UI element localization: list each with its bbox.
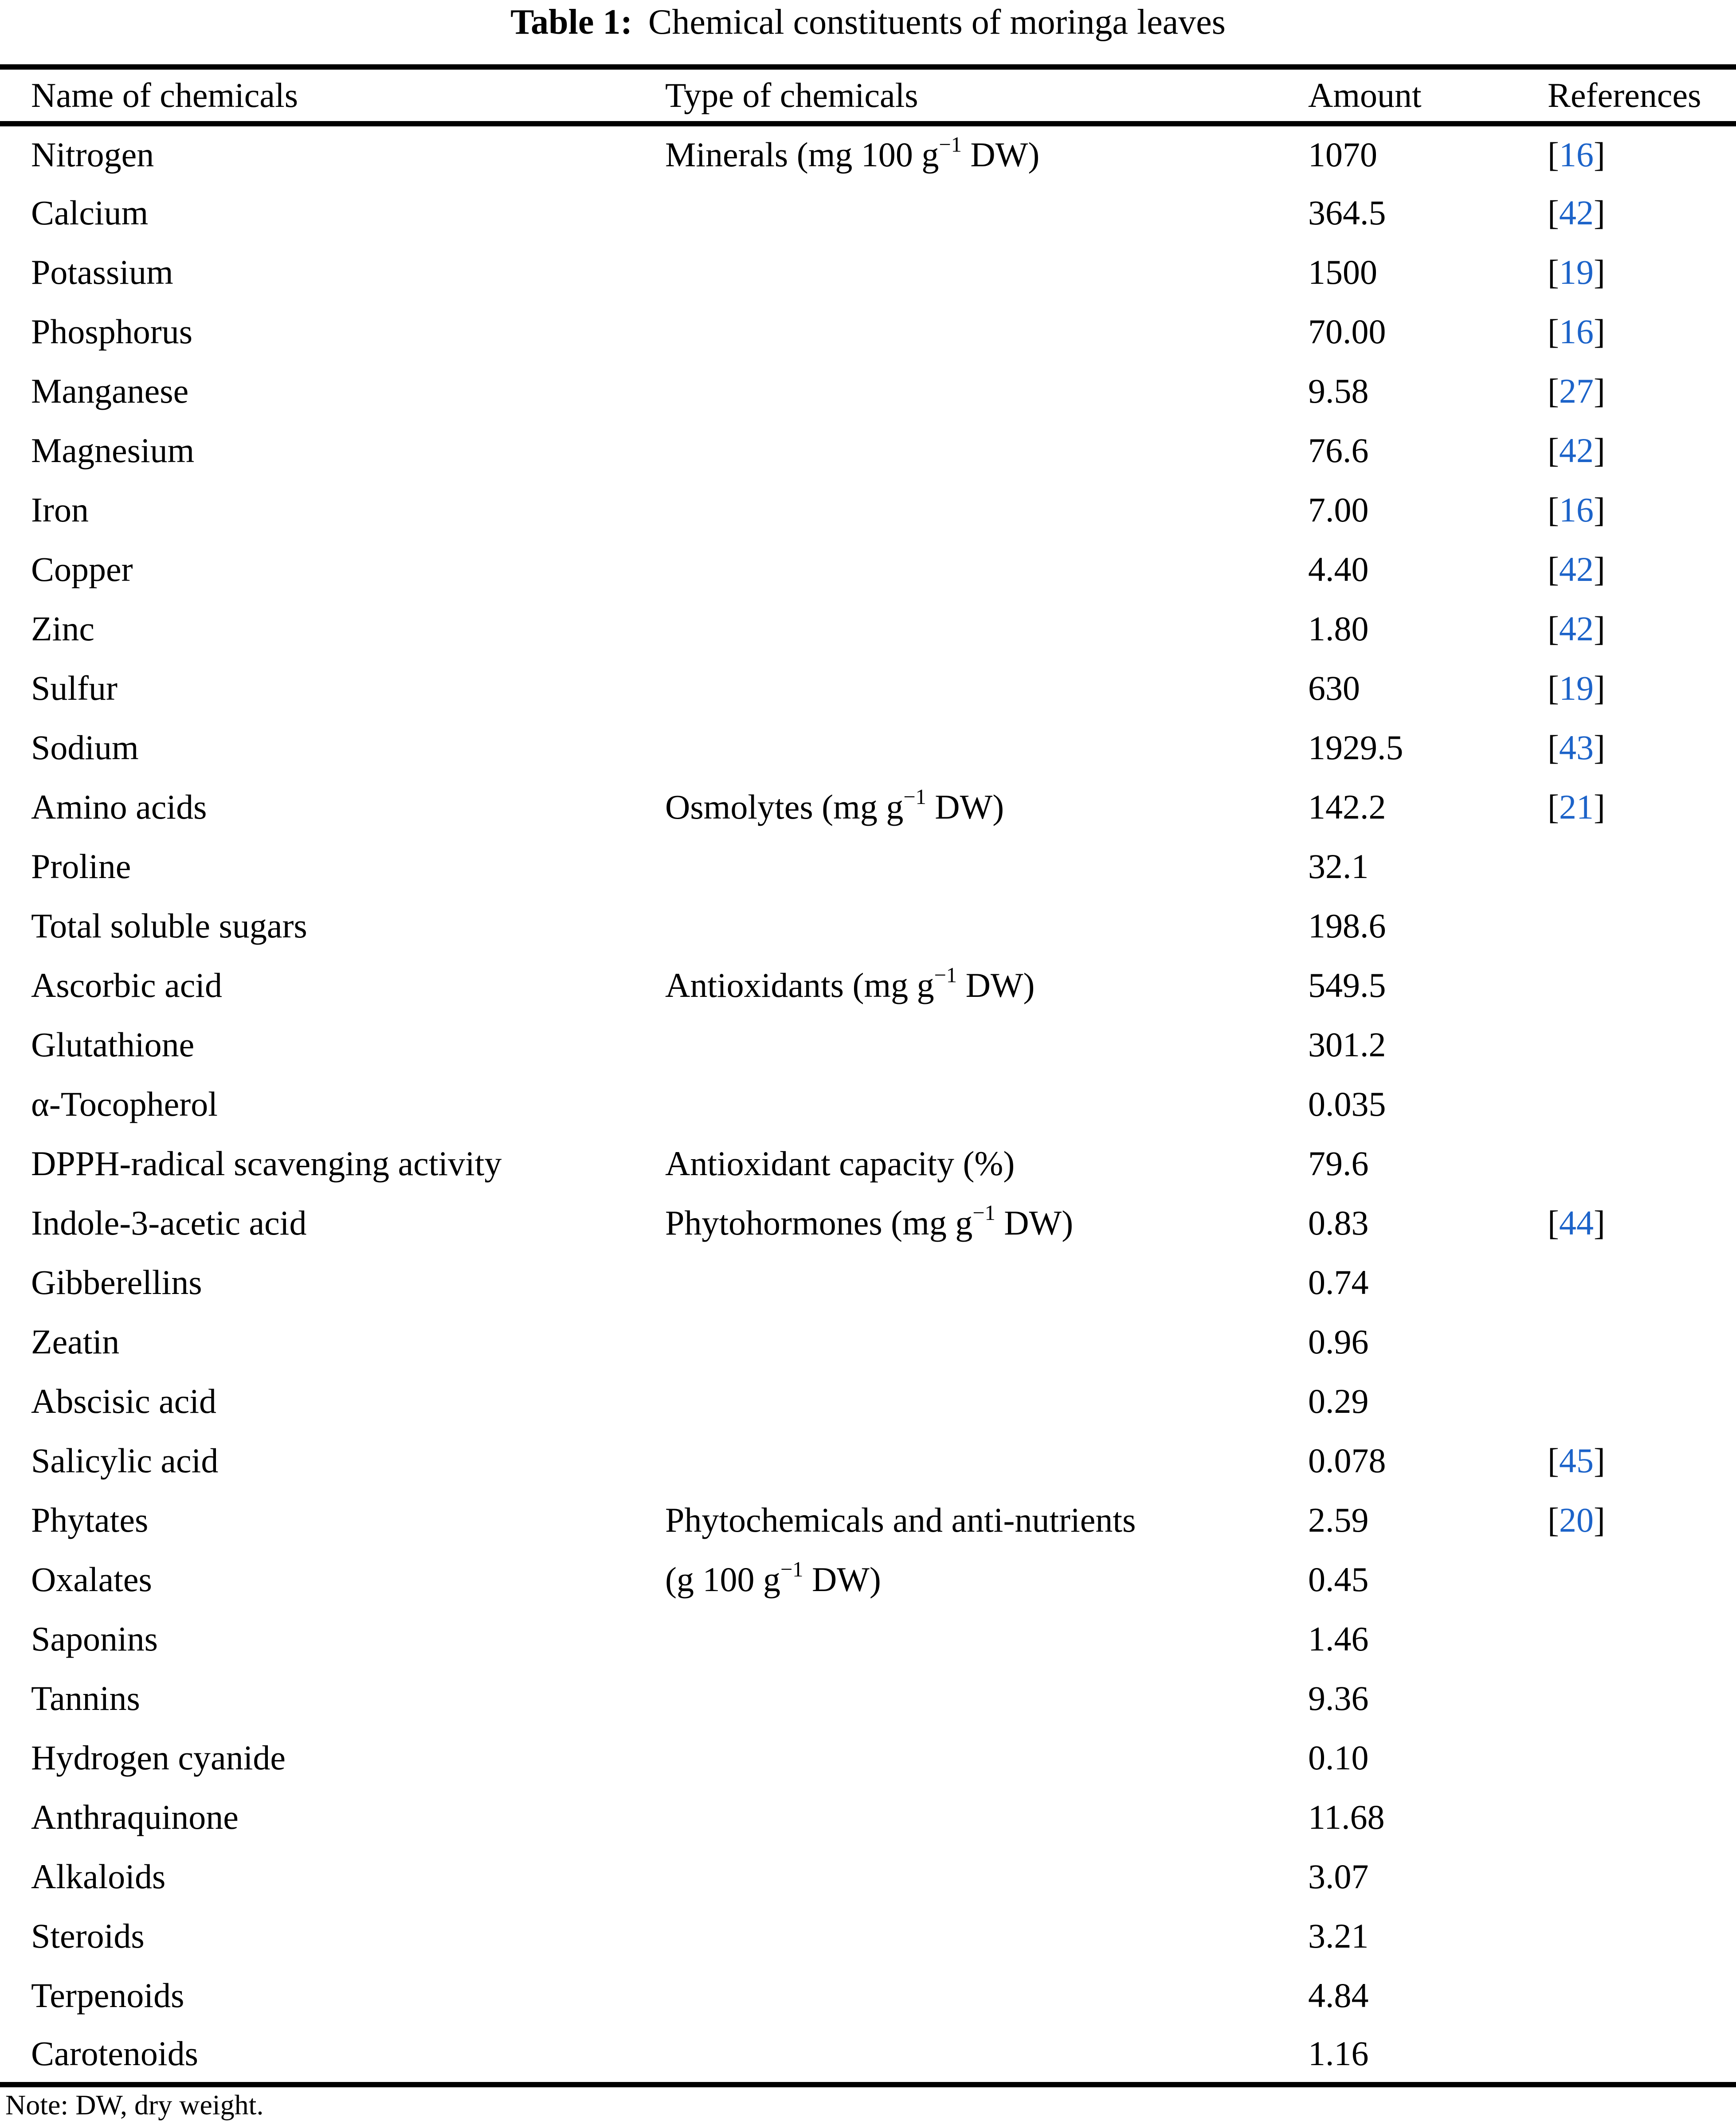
- amount-cell: 11.68: [1308, 1798, 1385, 1836]
- amount-cell: 32.1: [1308, 847, 1369, 886]
- reference-open-bracket: [: [1548, 135, 1559, 174]
- reference-close-bracket: ]: [1593, 1501, 1605, 1539]
- table-row: [0, 1788, 1736, 1847]
- amount-cell: 2.59: [1308, 1501, 1369, 1539]
- reference-close-bracket: ]: [1593, 609, 1605, 648]
- reference-link[interactable]: 16: [1559, 490, 1594, 529]
- amount-cell: 0.74: [1308, 1263, 1369, 1302]
- reference-link[interactable]: 42: [1559, 193, 1594, 232]
- footnote: Note: DW, dry weight.: [5, 2089, 264, 2121]
- chemical-name-cell: α-Tocopherol: [31, 1085, 218, 1123]
- reference-open-bracket: [: [1548, 788, 1559, 826]
- reference-close-bracket: ]: [1593, 550, 1605, 588]
- table-body: [0, 124, 1736, 2085]
- amount-cell: 9.58: [1308, 372, 1369, 410]
- chemical-name-cell: Magnesium: [31, 431, 195, 470]
- reference-close-bracket: ]: [1593, 728, 1605, 767]
- col-header-name: Name of chemicals: [0, 67, 665, 124]
- reference-close-bracket: ]: [1593, 431, 1605, 470]
- chemical-name-cell: Glutathione: [31, 1025, 195, 1064]
- table-row: [0, 599, 1736, 659]
- table-row: [0, 1193, 1736, 1253]
- chemical-type-cell: [665, 1372, 1308, 1431]
- amount-cell: 1.16: [1308, 2034, 1369, 2073]
- amount-cell: 0.45: [1308, 1560, 1369, 1599]
- amount-cell: 3.07: [1308, 1857, 1369, 1896]
- chemical-name-cell: Sodium: [31, 728, 139, 767]
- chemical-name-cell: Iron: [31, 490, 89, 529]
- reference-cell: [1548, 718, 1736, 777]
- chemical-name-cell: Steroids: [31, 1917, 145, 1955]
- amount-cell: 7.00: [1308, 490, 1369, 529]
- table-row: [0, 1312, 1736, 1372]
- chemical-name-cell: Potassium: [31, 253, 173, 291]
- reference-link[interactable]: 16: [1559, 312, 1594, 351]
- chemical-name-cell: Copper: [31, 550, 133, 588]
- reference-link[interactable]: 45: [1559, 1441, 1594, 1480]
- amount-cell: 1929.5: [1308, 728, 1403, 767]
- reference-link[interactable]: 43: [1559, 728, 1594, 767]
- reference-link[interactable]: 21: [1559, 788, 1594, 826]
- chemical-constituents-table: [0, 64, 1736, 2087]
- table-row: [0, 659, 1736, 718]
- reference-open-bracket: [: [1548, 431, 1559, 470]
- reference-open-bracket: [: [1548, 550, 1559, 588]
- chemical-name-cell: Hydrogen cyanide: [31, 1738, 286, 1777]
- chemical-name-cell: Anthraquinone: [31, 1798, 239, 1836]
- table-row: [0, 540, 1736, 599]
- table-row: [0, 124, 1736, 183]
- chemical-type-cell: [665, 1966, 1308, 2025]
- reference-open-bracket: [: [1548, 312, 1559, 351]
- table-row: [0, 1847, 1736, 1906]
- reference-close-bracket: ]: [1593, 1441, 1605, 1480]
- table-row: [0, 421, 1736, 480]
- chemical-name-cell: Terpenoids: [31, 1976, 184, 2015]
- chemical-name-cell: Amino acids: [31, 788, 207, 826]
- amount-cell: 76.6: [1308, 431, 1369, 470]
- chemical-type-cell: [665, 1906, 1308, 1966]
- table-row: [0, 1431, 1736, 1490]
- chemical-name-cell: Nitrogen: [31, 135, 154, 174]
- chemical-type-cell: [665, 659, 1308, 718]
- chemical-name-cell: Zeatin: [31, 1322, 120, 1361]
- amount-cell: 630: [1308, 669, 1360, 707]
- reference-link[interactable]: 42: [1559, 550, 1594, 588]
- reference-cell: [1548, 1431, 1736, 1490]
- chemical-name-cell: Saponins: [31, 1619, 158, 1658]
- amount-cell: 3.21: [1308, 1917, 1369, 1955]
- chemical-name-cell: Salicylic acid: [31, 1441, 219, 1480]
- reference-cell: [1548, 302, 1736, 361]
- reference-cell: [1548, 243, 1736, 302]
- chemical-type-cell: [665, 1253, 1308, 1312]
- reference-open-bracket: [: [1548, 728, 1559, 767]
- table-row: [0, 956, 1736, 1015]
- amount-cell: 301.2: [1308, 1025, 1386, 1064]
- reference-cell: [1548, 659, 1736, 718]
- reference-cell: [1548, 599, 1736, 659]
- table-row: [0, 1372, 1736, 1431]
- chemical-name-cell: Abscisic acid: [31, 1382, 217, 1420]
- chemical-type-cell: [665, 2025, 1308, 2085]
- chemical-name-cell: Alkaloids: [31, 1857, 166, 1896]
- chemical-type-cell: [665, 1669, 1308, 1728]
- reference-cell: [1548, 361, 1736, 421]
- table-row: [0, 777, 1736, 837]
- chemical-type-cell: [665, 480, 1308, 540]
- chemical-type-cell: [665, 302, 1308, 361]
- chemical-type-cell: [665, 421, 1308, 480]
- amount-cell: 79.6: [1308, 1144, 1369, 1183]
- reference-link[interactable]: 27: [1559, 372, 1594, 410]
- chemical-name-cell: Indole-3-acetic acid: [31, 1204, 307, 1242]
- chemical-name-cell: Phytates: [31, 1501, 149, 1539]
- chemical-type-cell: [665, 1312, 1308, 1372]
- chemical-type-cell: [665, 361, 1308, 421]
- amount-cell: 364.5: [1308, 193, 1386, 232]
- reference-cell: [1548, 183, 1736, 243]
- reference-open-bracket: [: [1548, 193, 1559, 232]
- amount-cell: 70.00: [1308, 312, 1386, 351]
- chemical-name-cell: Zinc: [31, 609, 94, 648]
- table-row: [0, 1906, 1736, 1966]
- chemical-type-cell: [665, 1074, 1308, 1134]
- chemical-type-cell: [665, 896, 1308, 956]
- amount-cell: 0.078: [1308, 1441, 1386, 1480]
- amount-cell: 142.2: [1308, 788, 1386, 826]
- amount-cell: 1.80: [1308, 609, 1369, 648]
- amount-cell: 1070: [1308, 135, 1377, 174]
- amount-cell: 0.29: [1308, 1382, 1369, 1420]
- table-row: [0, 361, 1736, 421]
- reference-cell: [1548, 480, 1736, 540]
- amount-cell: 4.84: [1308, 1976, 1369, 2015]
- reference-close-bracket: ]: [1593, 669, 1605, 707]
- reference-cell: [1548, 1490, 1736, 1550]
- reference-close-bracket: ]: [1593, 490, 1605, 529]
- reference-open-bracket: [: [1548, 1441, 1559, 1480]
- reference-open-bracket: [: [1548, 669, 1559, 707]
- chemical-name-cell: Carotenoids: [31, 2034, 198, 2073]
- reference-link[interactable]: 19: [1559, 253, 1594, 291]
- chemical-type-cell: [665, 1728, 1308, 1788]
- table-row: [0, 183, 1736, 243]
- table-title-text: Chemical constituents of moringa leaves: [648, 3, 1226, 42]
- chemical-name-cell: Oxalates: [31, 1560, 152, 1599]
- chemical-name-cell: Gibberellins: [31, 1263, 202, 1302]
- col-header-references: References: [1548, 67, 1736, 124]
- reference-open-bracket: [: [1548, 253, 1559, 291]
- reference-cell: [1548, 421, 1736, 480]
- chemical-name-cell: Phosphorus: [31, 312, 193, 351]
- reference-open-bracket: [: [1548, 609, 1559, 648]
- chemical-name-cell: Calcium: [31, 193, 149, 232]
- chemical-type-cell: Phytochemicals and anti-nutrients: [665, 1501, 1136, 1539]
- table-row: [0, 1134, 1736, 1193]
- amount-cell: 198.6: [1308, 906, 1386, 945]
- table-header: [0, 67, 1736, 124]
- amount-cell: 4.40: [1308, 550, 1369, 588]
- reference-open-bracket: [: [1548, 490, 1559, 529]
- reference-open-bracket: [: [1548, 372, 1559, 410]
- table-row: [0, 837, 1736, 896]
- reference-link[interactable]: 16: [1559, 135, 1594, 174]
- amount-cell: 549.5: [1308, 966, 1386, 1004]
- chemical-type-cell: [665, 1847, 1308, 1906]
- chemical-type-cell: Antioxidant capacity (%): [665, 1144, 1015, 1183]
- header-row: [0, 67, 1736, 124]
- chemical-type-cell: [665, 837, 1308, 896]
- reference-close-bracket: ]: [1593, 788, 1605, 826]
- reference-cell: [1548, 124, 1736, 183]
- col-header-amount: Amount: [1308, 67, 1548, 124]
- reference-close-bracket: ]: [1593, 372, 1605, 410]
- amount-cell: 0.035: [1308, 1085, 1386, 1123]
- table-title: [0, 0, 1736, 64]
- table-row: [0, 1669, 1736, 1728]
- chemical-type-cell: [665, 599, 1308, 659]
- amount-cell: 0.96: [1308, 1322, 1369, 1361]
- reference-link[interactable]: 42: [1559, 609, 1594, 648]
- amount-cell: 1.46: [1308, 1619, 1369, 1658]
- reference-close-bracket: ]: [1593, 312, 1605, 351]
- chemical-type-cell: Osmolytes (mg $g^{-1}$ DW): [665, 785, 1004, 826]
- table-row: [0, 1490, 1736, 1550]
- chemical-name-cell: Ascorbic acid: [31, 966, 222, 1004]
- chemical-name-cell: Tannins: [31, 1679, 140, 1717]
- amount-cell: 1500: [1308, 253, 1377, 291]
- table-row: [0, 1074, 1736, 1134]
- reference-link[interactable]: 20: [1559, 1501, 1594, 1539]
- chemical-type-cell: [665, 540, 1308, 599]
- chemical-type-cell: Phytohormones (mg $g^{-1}$ DW): [665, 1201, 1074, 1242]
- reference-close-bracket: ]: [1593, 1204, 1605, 1242]
- chemical-type-cell: [665, 1609, 1308, 1669]
- reference-close-bracket: ]: [1593, 193, 1605, 232]
- reference-close-bracket: ]: [1593, 253, 1605, 291]
- chemical-name-cell: Manganese: [31, 372, 189, 410]
- table-row: [0, 1253, 1736, 1312]
- reference-link[interactable]: 19: [1559, 669, 1594, 707]
- amount-cell: 9.36: [1308, 1679, 1369, 1717]
- reference-cell: [1548, 777, 1736, 837]
- table-row: [0, 1728, 1736, 1788]
- table-row: [0, 302, 1736, 361]
- table-row: [0, 2025, 1736, 2085]
- chemical-name-cell: Total soluble sugars: [31, 906, 307, 945]
- table-row: [0, 1550, 1736, 1609]
- amount-cell: 0.10: [1308, 1738, 1369, 1777]
- chemical-type-cell: Minerals (mg 100 $g^{-1}$ DW): [665, 133, 1040, 174]
- table-row: [0, 896, 1736, 956]
- table-row: [0, 1015, 1736, 1074]
- chemical-type-cell: Antioxidants (mg $g^{-1}$ DW): [665, 964, 1035, 1004]
- amount-cell: 0.83: [1308, 1204, 1369, 1242]
- reference-close-bracket: ]: [1593, 135, 1605, 174]
- chemical-type-cell: [665, 183, 1308, 243]
- chemical-type-cell: (g 100 $g^{-1}$ DW): [665, 1558, 881, 1599]
- table-row: [0, 718, 1736, 777]
- chemical-name-cell: Proline: [31, 847, 131, 886]
- reference-link[interactable]: 44: [1559, 1204, 1594, 1242]
- reference-open-bracket: [: [1548, 1501, 1559, 1539]
- chemical-type-cell: [665, 1015, 1308, 1074]
- reference-link[interactable]: 42: [1559, 431, 1594, 470]
- chemical-type-cell: [665, 243, 1308, 302]
- col-header-type: Type of chemicals: [665, 67, 1308, 124]
- reference-open-bracket: [: [1548, 1204, 1559, 1242]
- table-title-label: Table 1:: [510, 3, 632, 42]
- table-row: [0, 1966, 1736, 2025]
- chemical-name-cell: DPPH-radical scavenging activity: [31, 1144, 502, 1183]
- table-row: [0, 1609, 1736, 1669]
- chemical-name-cell: Sulfur: [31, 669, 118, 707]
- chemical-type-cell: [665, 1788, 1308, 1847]
- chemical-type-cell: [665, 1431, 1308, 1490]
- reference-cell: [1548, 1193, 1736, 1253]
- reference-cell: [1548, 540, 1736, 599]
- table-row: [0, 480, 1736, 540]
- table-row: [0, 243, 1736, 302]
- chemical-type-cell: [665, 718, 1308, 777]
